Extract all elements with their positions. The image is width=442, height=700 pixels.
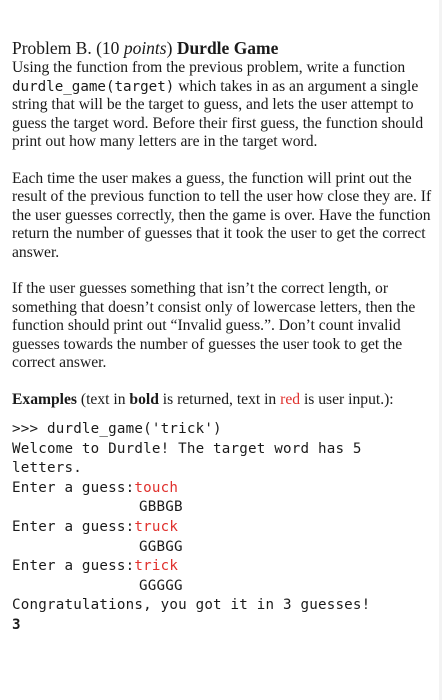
transcript-guess-line-3 — [12, 557, 434, 577]
examples-bold-word: bold — [129, 390, 159, 408]
example-transcript — [12, 420, 434, 636]
heading-prefix: Problem B. (10 — [12, 38, 124, 58]
paragraph1-text-a: Using the function from the previous problem, write a function — [12, 59, 406, 76]
transcript-guess-line-1 — [12, 479, 434, 499]
paragraph1-text-b: which takes in as an argument a single string that will be the target to guess, and lets the user attempt to guess the target word. Before their first guess, the function should print out how many letters are in the target word. — [12, 77, 424, 150]
guess-prompt: Enter a guess: — [12, 479, 135, 496]
guess-prompt: Enter a guess: — [12, 558, 135, 575]
examples-caption — [12, 391, 434, 410]
examples-note-b: is returned, text in — [158, 390, 281, 408]
transcript-return-value: 3 — [12, 616, 21, 633]
transcript-call-line: >>> durdle_game('trick') — [12, 421, 222, 437]
guess-user-input: touch — [134, 479, 179, 496]
guess-user-input: trick — [134, 558, 179, 575]
guess-prompt: Enter a guess: — [12, 518, 135, 535]
guess-result-3: GGGGG — [139, 577, 183, 594]
guess-result-1: GBBGB — [139, 499, 183, 516]
paragraph-invalid-guess: If the user guesses something that isn’t the correct length, or something that doesn’t consist only of lowercase letters, then the function should print out “Invalid guess.”. Don’t count invalid guesses towards the number of guesses the user took to get the correct answer. — [12, 280, 416, 371]
transcript-guess-line-2 — [12, 518, 434, 538]
examples-note-a: (text in — [76, 390, 130, 408]
guess-user-input: truck — [134, 518, 179, 535]
heading-points-word: points — [123, 38, 167, 58]
examples-label: Examples — [12, 390, 77, 408]
guess-result-2: GGBGG — [139, 538, 183, 555]
heading-close-paren: ) — [166, 38, 173, 58]
problem-heading — [12, 38, 434, 58]
examples-note-c: is user input.): — [300, 390, 394, 408]
paragraph-guess-behavior: Each time the user makes a guess, the function will print out the result of the previous function to tell the user how close they are. If the user guesses correctly, then the game is over. Have the function return the number of guesses that it took the user to get the correct answer. — [12, 169, 432, 261]
function-signature-code: durdle_game(target) — [12, 78, 175, 95]
examples-red-word: red — [280, 390, 301, 408]
paragraph-function-description — [12, 59, 434, 152]
problem-document — [12, 38, 434, 636]
transcript-congrats-line: Congratulations, you got it in 3 guesses! — [12, 597, 371, 614]
transcript-welcome-line-2: letters. — [12, 460, 82, 477]
transcript-welcome-line-1: Welcome to Durdle! The target word has 5 — [12, 440, 362, 457]
problem-title: Durdle Game — [176, 38, 279, 58]
